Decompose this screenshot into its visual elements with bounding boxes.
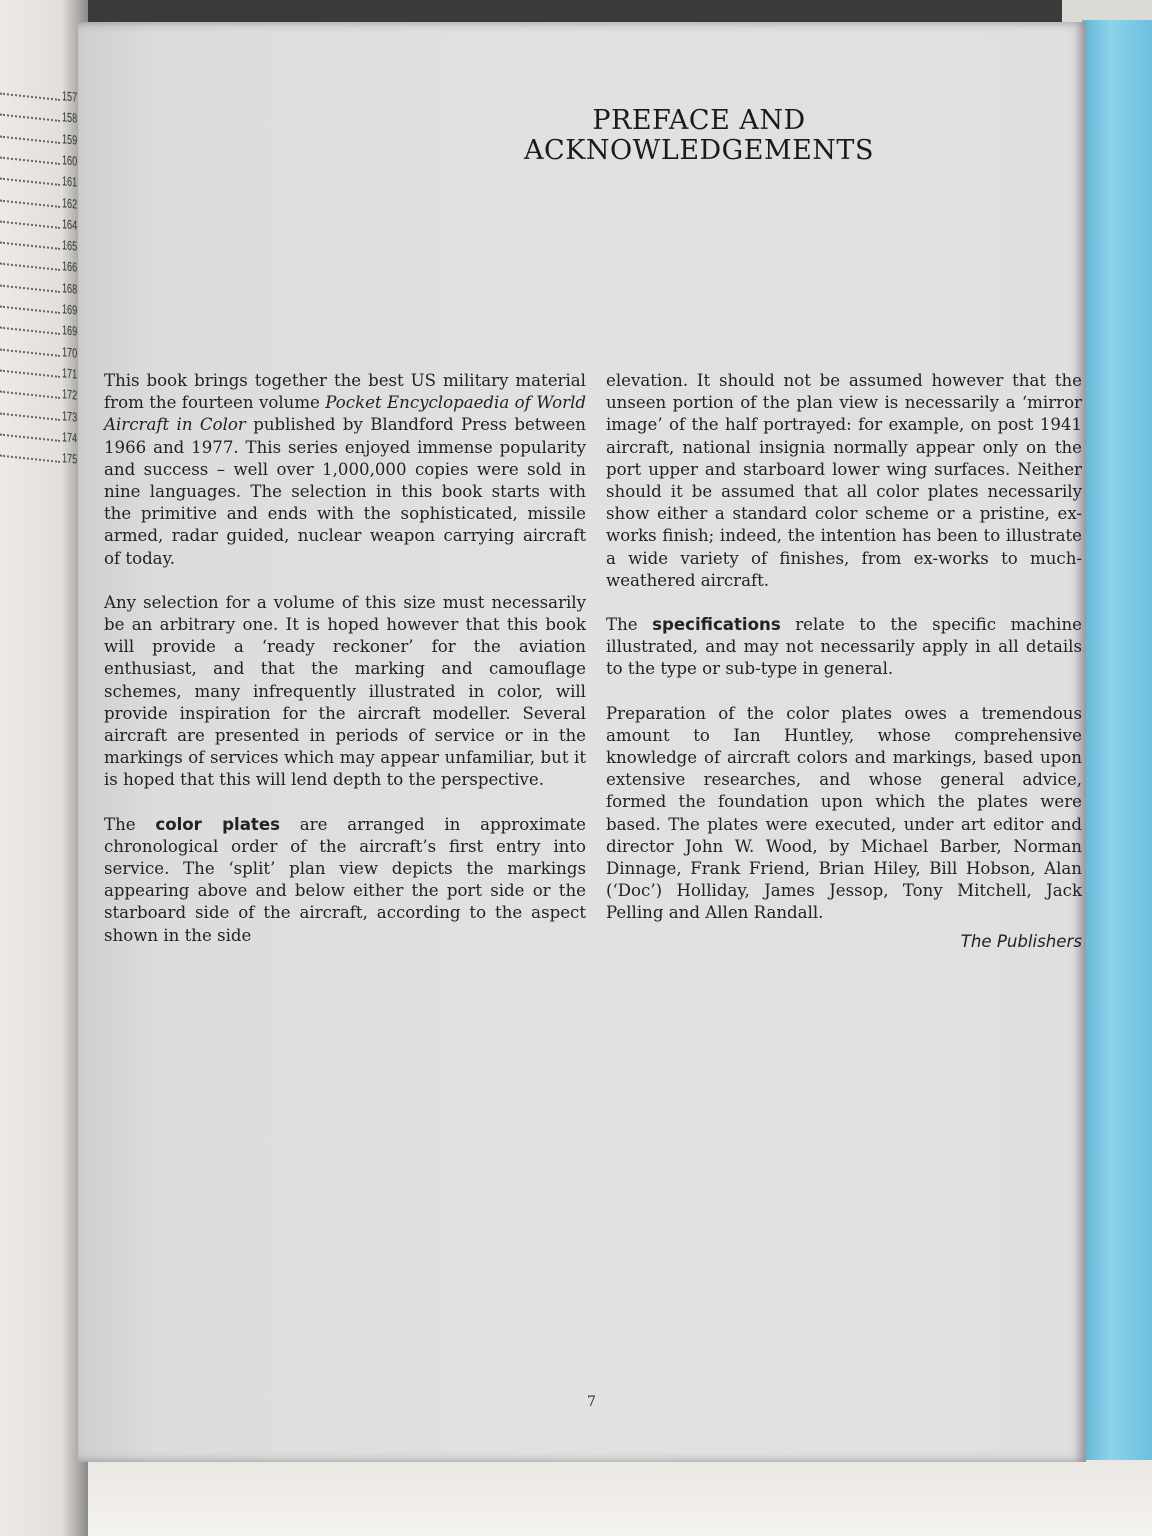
- text-column-right: [606, 370, 1082, 953]
- toc-leader-dots: [0, 178, 60, 186]
- toc-page-number: 158: [62, 109, 78, 127]
- book-cover-edge: [1082, 20, 1152, 1460]
- left-facing-page: [0, 0, 88, 1536]
- paragraph: The specifications relate to the specific machine illustrated, and may not necessarily apply in all details to the type or sub-type in general.: [606, 615, 1082, 679]
- toc-page-number: 157: [62, 88, 78, 105]
- toc-leader-dots: [0, 369, 60, 377]
- toc-page-number: 166: [62, 258, 78, 276]
- toc-page-number: 159: [62, 130, 78, 148]
- toc-page-number: 175: [62, 450, 78, 467]
- title-line-2: ACKNOWLEDGEMENTS: [524, 135, 874, 166]
- paragraph: Preparation of the color plates owes a tremendous amount to Ian Huntley, whose comprehensive knowledge of aircraft colors and markings, based upon extensive researches, and whose general advice, formed the foundation upon which the plates were based. The plates were executed, under art editor and director John W. Wood, by Michael Barber, Norman Dinnage, Frank Friend, Brian Hiley, Bill Hobson, Alan (‘Doc’) Holliday, James Jessop, Tony Mitchell, Jack Pelling and Allen Randall.: [606, 703, 1082, 923]
- toc-leader-dots: [0, 156, 60, 164]
- toc-leader-dots: [0, 327, 60, 335]
- toc-leader-dots: [0, 242, 60, 250]
- toc-leader-dots: [0, 135, 60, 143]
- signature: The Publishers: [960, 931, 1082, 951]
- toc-page-number: 165: [62, 237, 78, 254]
- toc-leader-dots: [0, 306, 60, 314]
- toc-leader-dots: [0, 412, 60, 420]
- toc-leader-dots: [0, 433, 60, 441]
- toc-leader-dots: [0, 455, 60, 463]
- toc-leader-dots: [0, 284, 60, 292]
- title-line-1: PREFACE AND: [592, 105, 806, 136]
- paragraph: The color plates are arranged in approximate chronological order of the aircraft’s first entry into service. The ‘split’ plan view depicts the markings appearing above and below either the port side or the starboard side of the aircraft, according to the aspect shown in the side: [104, 814, 586, 945]
- paragraph: elevation. It should not be assumed however that the unseen portion of the plan view is necessarily a ‘mirror image’ of the half portrayed: for example, on post 1941 aircraft, national insignia normally appear only on the port upper and starboard lower wing surfaces. Neither should it be assumed that all color plates necessarily show either a standard color scheme or a pristine, ex-works finish; indeed, the intention has been to illustrate a wide variety of finishes, from ex-works to much-weathered aircraft.: [606, 371, 1082, 590]
- paragraph: Any selection for a volume of this size must necessarily be an arbitrary one. It is hoped however that this book will provide a ‘ready reckoner’ for the aviation enthusiast, and that the marking and camouflage schemes, many infrequently illustrated in color, will provide inspiration for the aircraft modeller. Several aircraft are presented in periods of service or in the markings of services which may appear unfamiliar, but it is hoped that this will lend depth to the perspective.: [104, 592, 586, 790]
- toc-page-number: 171: [62, 364, 78, 382]
- toc-leader-dots: [0, 263, 60, 271]
- toc-page-number: 168: [62, 279, 78, 297]
- toc-page-number: 160: [62, 151, 78, 169]
- toc-page-number: 164: [62, 215, 78, 233]
- text-column-left: [104, 370, 586, 969]
- toc-page-number: 161: [62, 173, 78, 190]
- toc-leader-dots: [0, 114, 60, 122]
- paragraph: This book brings together the best US military material from the fourteen volume Pocket Encyclopaedia of World Aircraft in Color published by Blandford Press between 1966 and 1977. This series enjoyed immense popularity and success – well over 1,000,000 copies were sold in nine languages. The selection in this book starts with the primitive and ends with the sophisticated, missile armed, radar guided, nuclear weapon carrying aircraft of today.: [104, 371, 586, 568]
- toc-leader-dots: [0, 199, 60, 207]
- toc-leader-dots: [0, 348, 60, 356]
- toc-page-number: 169: [62, 322, 78, 340]
- toc-leader-dots: [0, 391, 60, 399]
- toc-leader-dots: [0, 93, 60, 101]
- toc-page-number: 169: [62, 301, 78, 318]
- cover-top-edge: [1062, 0, 1152, 22]
- page-number: 7: [587, 1394, 596, 1410]
- toc-page-number: 162: [62, 194, 78, 212]
- toc-page-number: 172: [62, 386, 78, 403]
- book-page: [78, 22, 1086, 1462]
- toc-leader-dots: [0, 220, 60, 228]
- toc-page-number: 173: [62, 407, 78, 425]
- toc-page-number: 174: [62, 428, 78, 446]
- toc-page-number: 170: [62, 343, 78, 361]
- page-title: [462, 106, 936, 166]
